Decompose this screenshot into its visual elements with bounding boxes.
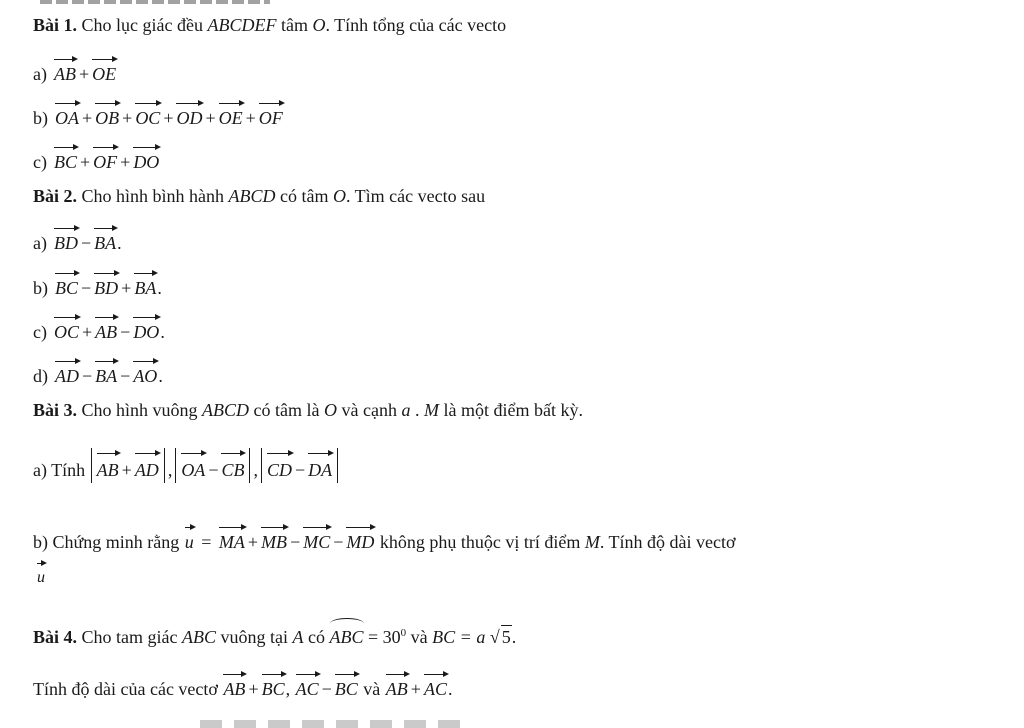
bai2-item-c xyxy=(33,316,165,343)
bai1-text-pre: Cho lục giác đều xyxy=(81,15,203,35)
vector-oc: OC xyxy=(135,102,160,129)
bai1-item-a xyxy=(33,58,117,85)
vector-bc: BC xyxy=(55,272,78,299)
bai4-title: Bài 4. xyxy=(33,627,78,647)
operator: + xyxy=(205,108,216,128)
bai1-text-mid: tâm xyxy=(280,15,308,35)
operator: − xyxy=(120,366,131,386)
operator: + xyxy=(248,679,259,699)
operator: + xyxy=(245,108,256,128)
bai3-point: M xyxy=(423,400,439,420)
abs-group xyxy=(175,448,250,483)
vector-bd: BD xyxy=(54,227,78,254)
operator: − xyxy=(80,233,92,253)
vector-ad: AD xyxy=(135,452,159,483)
vector-bc: BC xyxy=(335,673,358,700)
operator: + xyxy=(80,152,91,172)
abs-group xyxy=(261,448,338,483)
bai1-item-b xyxy=(33,102,284,129)
item-end: . xyxy=(157,278,162,298)
vector-ad: AD xyxy=(55,360,79,387)
bai3-b-text2: . Tính độ dài vectơ xyxy=(599,532,736,552)
vector-do: DO xyxy=(133,146,159,173)
bai3-title: Bài 3. xyxy=(33,400,78,420)
vector-ba: BA xyxy=(95,360,117,387)
bai4-angle-eq: = 30 xyxy=(368,627,401,647)
bai2-title: Bài 2. xyxy=(33,186,78,206)
vector-od: OD xyxy=(176,102,202,129)
item-end: . xyxy=(158,366,163,386)
vector-oa: OA xyxy=(181,452,205,483)
vector-oc: OC xyxy=(54,316,79,343)
vector-ac: AC xyxy=(424,673,447,700)
bai3-abs-groups xyxy=(90,460,340,480)
operator: − xyxy=(333,532,344,552)
vector-da: DA xyxy=(308,452,332,483)
vector-mc: MC xyxy=(303,526,330,553)
bai2-item-d xyxy=(33,360,163,387)
vector-ab: AB xyxy=(223,673,245,700)
operator: + xyxy=(121,460,132,480)
bai3-a-label: a) Tính xyxy=(33,460,86,480)
item-label: a) xyxy=(33,233,47,253)
bai2-item-b xyxy=(33,272,162,299)
vector-ab: AB xyxy=(97,452,119,483)
operator: − xyxy=(290,532,301,552)
operator: − xyxy=(81,278,92,298)
bai4-sep2: và xyxy=(363,679,381,699)
vector-ab: AB xyxy=(54,58,76,85)
bai1-item-c xyxy=(33,146,160,173)
vector-u: u xyxy=(185,526,194,553)
bai2-text-mid: có tâm xyxy=(280,186,329,206)
vector-ac: AC xyxy=(296,673,319,700)
operator: + xyxy=(78,64,90,84)
bai3-vector-u-line xyxy=(36,562,46,589)
bai3-text-post: là một điểm bất kỳ. xyxy=(443,400,583,420)
vector-oa: OA xyxy=(55,102,79,129)
vector-ab: AB xyxy=(95,316,117,343)
vector-oe: OE xyxy=(219,102,243,129)
bai4-expr2 xyxy=(295,679,359,699)
abs-group xyxy=(91,448,165,483)
vector-ob: OB xyxy=(95,102,119,129)
sqrt-sign: √ xyxy=(489,627,500,647)
bai3-text-pre: Cho hình vuông xyxy=(81,400,198,420)
operator: − xyxy=(321,679,332,699)
bai4-expr1 xyxy=(222,679,285,699)
cropped-next-line-fragment xyxy=(200,720,460,728)
bai4-bc: BC xyxy=(432,627,456,647)
bai1-heading xyxy=(33,14,506,36)
bai1-hexagon: ABCDEF xyxy=(207,15,277,35)
bai3-text-mid: có tâm là xyxy=(253,400,320,420)
bai4-angle: ABC xyxy=(330,620,364,648)
bai4-heading xyxy=(33,620,516,648)
operator: − xyxy=(208,460,219,480)
bai2-text-post: . Tìm các vecto sau xyxy=(346,186,486,206)
operator: − xyxy=(295,460,306,480)
item-end: . xyxy=(117,233,122,253)
item-label: a) xyxy=(33,64,47,84)
vector-ba: BA xyxy=(94,227,116,254)
vector-do: DO xyxy=(133,316,159,343)
operator: + xyxy=(82,322,93,342)
bai1-center: O xyxy=(312,15,326,35)
bai4-bc-eq: = a xyxy=(459,627,486,647)
operator: + xyxy=(121,278,132,298)
bai1-title: Bài 1. xyxy=(33,15,78,35)
vector-ba: BA xyxy=(134,272,156,299)
bai2-heading xyxy=(33,185,485,207)
bai2-text-pre: Cho hình bình hành xyxy=(81,186,225,206)
degree-mark: 0 xyxy=(400,627,407,639)
bai3-b-terms xyxy=(218,532,375,552)
vector-cd: CD xyxy=(267,452,292,483)
bai4-line2-end: . xyxy=(447,679,453,699)
operator: + xyxy=(120,152,131,172)
bai3-b-text: không phụ thuộc vị trí điểm xyxy=(379,532,581,552)
vector-cb: CB xyxy=(221,452,244,483)
vector-bd: BD xyxy=(94,272,118,299)
operator: + xyxy=(82,108,93,128)
bai3-b-label: b) Chứng minh rằng xyxy=(33,532,180,552)
comma: , xyxy=(253,460,258,480)
bai3-text-mid2: và cạnh xyxy=(341,400,397,420)
vector-oe: OE xyxy=(92,58,116,85)
bai2-shape: ABCD xyxy=(228,186,276,206)
operator: + xyxy=(122,108,133,128)
bai3-center: O xyxy=(324,400,338,420)
equals-sign: = xyxy=(201,532,212,552)
vector-u-standalone: u xyxy=(37,562,45,589)
vector-mb: MB xyxy=(261,526,287,553)
vector-ma: MA xyxy=(219,526,245,553)
bai4-text-mid3: và xyxy=(410,627,428,647)
item-label: b) xyxy=(33,278,48,298)
bai4-text-mid2: có xyxy=(308,627,325,647)
item-end: . xyxy=(160,322,165,342)
vector-of: OF xyxy=(93,146,117,173)
bai3-shape: ABCD xyxy=(202,400,250,420)
bai4-text-mid: vuông tại xyxy=(220,627,288,647)
bai3-text-mid3: . xyxy=(414,400,420,420)
item-label: c) xyxy=(33,152,47,172)
bai2-item-a xyxy=(33,227,122,254)
item-label: b) xyxy=(33,108,48,128)
operator: − xyxy=(82,366,93,386)
bai1-text-post: . Tính tổng của các vecto xyxy=(325,15,507,35)
bai4-line2 xyxy=(33,673,452,700)
bai3-b-point: M xyxy=(584,532,600,552)
bai4-vertex: A xyxy=(292,627,304,647)
bai4-text-pre: Cho tam giác xyxy=(81,627,178,647)
bai4-expr3 xyxy=(385,679,448,699)
operator: + xyxy=(163,108,174,128)
bai4-line2-pre: Tính độ dài của các vectơ xyxy=(33,679,218,699)
bai4-triangle: ABC xyxy=(182,627,216,647)
bai2-center: O xyxy=(333,186,346,206)
vector-bc: BC xyxy=(262,673,285,700)
sqrt-value: 5 xyxy=(501,627,511,647)
bai3-heading xyxy=(33,399,583,421)
item-label: d) xyxy=(33,366,48,386)
bai4-end: . xyxy=(511,627,517,647)
item-label: c) xyxy=(33,322,47,342)
operator: + xyxy=(247,532,259,552)
cropped-heading-fragment xyxy=(40,0,270,4)
vector-of: OF xyxy=(259,102,283,129)
vector-md: MD xyxy=(346,526,374,553)
comma: , xyxy=(167,460,173,480)
vector-bc: BC xyxy=(54,146,77,173)
bai3-side: a xyxy=(401,400,411,420)
vector-ao: AO xyxy=(133,360,157,387)
operator: − xyxy=(120,322,131,342)
operator: + xyxy=(410,679,421,699)
bai3-part-a xyxy=(33,448,339,483)
vector-ab: AB xyxy=(386,673,408,700)
bai4-sep1: , xyxy=(285,679,291,699)
bai3-part-b xyxy=(33,526,736,553)
